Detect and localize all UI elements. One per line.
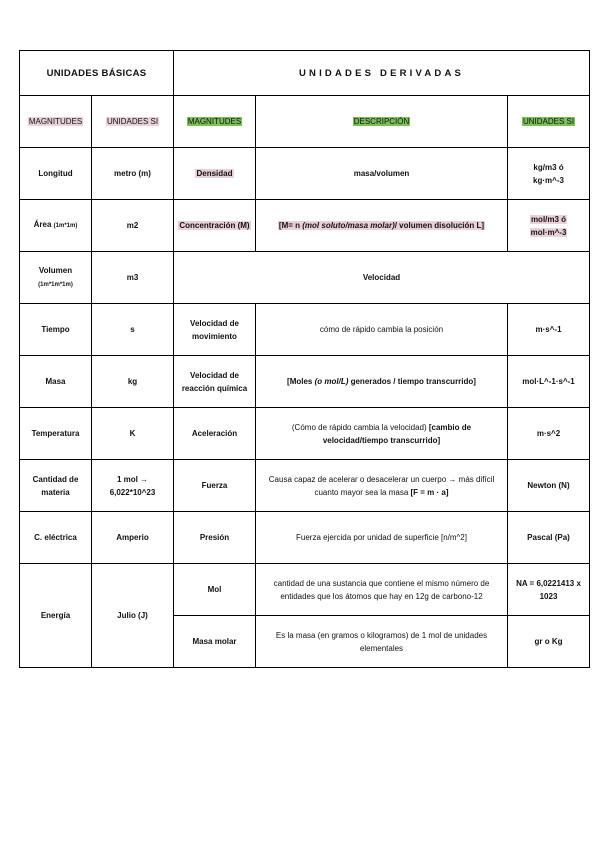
derived-magnitude: Densidad (174, 148, 256, 200)
derived-unit: gr o Kg (508, 616, 590, 668)
units-table-sheet (19, 50, 589, 668)
basic-unit: m3 (92, 252, 174, 304)
col-header-magnitudes-basic: MAGNITUDES (20, 96, 92, 148)
table-row (20, 356, 590, 408)
derived-magnitude: Presión (174, 512, 256, 564)
basic-magnitude: Cantidad de materia (20, 460, 92, 512)
derived-unit: m·s^2 (508, 408, 590, 460)
derived-magnitude: Mol (174, 564, 256, 616)
basic-unit: metro (m) (92, 148, 174, 200)
derived-description: masa/volumen (256, 148, 508, 200)
basic-magnitude: Área (1m*1m) (20, 200, 92, 252)
derived-unit: NA = 6,0221413 x 1023 (508, 564, 590, 616)
table-row (20, 304, 590, 356)
derived-magnitude: Concentración (M) (174, 200, 256, 252)
table-row (20, 408, 590, 460)
derived-magnitude: Aceleración (174, 408, 256, 460)
table-row (20, 564, 590, 616)
derived-unit: Newton (N) (508, 460, 590, 512)
derived-description: cantidad de una sustancia que contiene el mismo número de entidades que los átomos que hay en 12g de carbono-12 (256, 564, 508, 616)
table-row (20, 460, 590, 512)
derived-unit: m·s^-1 (508, 304, 590, 356)
table-row (20, 252, 590, 304)
basic-magnitude: Tiempo (20, 304, 92, 356)
derived-description: Es la masa (en gramos o kilogramos) de 1 mol de unidades elementales (256, 616, 508, 668)
derived-description: [M= n (mol soluto/masa molar)/ volumen disolución L] (256, 200, 508, 252)
velocity-section-header: Velocidad (174, 252, 590, 304)
derived-description: [Moles (o mol/L) generados / tiempo transcurrido] (256, 356, 508, 408)
derived-unit: kg/m3 ó kg·m^-3 (508, 148, 590, 200)
derived-units-header: UNIDADES DERIVADAS (174, 51, 590, 96)
col-header-units-si-basic: UNIDADES SI (92, 96, 174, 148)
basic-unit: m2 (92, 200, 174, 252)
table-row (20, 512, 590, 564)
derived-description: (Cómo de rápido cambia la velocidad) [cambio de velocidad/tiempo transcurrido] (256, 408, 508, 460)
basic-unit: K (92, 408, 174, 460)
derived-unit: mol/m3 ó mol·m^-3 (508, 200, 590, 252)
basic-unit: 1 mol → 6,022*10^23 (92, 460, 174, 512)
basic-unit: kg (92, 356, 174, 408)
basic-magnitude: Masa (20, 356, 92, 408)
basic-magnitude: Temperatura (20, 408, 92, 460)
derived-magnitude: Velocidad de reacción química (174, 356, 256, 408)
basic-unit: Julio (J) (92, 564, 174, 668)
basic-magnitude: Longitud (20, 148, 92, 200)
derived-unit: Pascal (Pa) (508, 512, 590, 564)
units-table (19, 50, 590, 668)
derived-magnitude: Velocidad de movimiento (174, 304, 256, 356)
derived-magnitude: Masa molar (174, 616, 256, 668)
table-row (20, 148, 590, 200)
basic-magnitude: C. eléctrica (20, 512, 92, 564)
derived-description: Causa capaz de acelerar o desacelerar un cuerpo → más difícil cuanto mayor sea la masa [F = m · a] (256, 460, 508, 512)
derived-magnitude: Fuerza (174, 460, 256, 512)
basic-magnitude: Volumen (1m*1m*1m) (20, 252, 92, 304)
derived-description: Fuerza ejercida por unidad de superficie [n/m^2] (256, 512, 508, 564)
basic-unit: Amperio (92, 512, 174, 564)
col-header-magnitudes-derived: MAGNITUDES (174, 96, 256, 148)
basic-unit: s (92, 304, 174, 356)
col-header-description: DESCRIPCIÓN (256, 96, 508, 148)
table-row (20, 200, 590, 252)
basic-units-header: UNIDADES BÁSICAS (20, 51, 174, 96)
basic-magnitude: Energía (20, 564, 92, 668)
derived-unit: mol·L^-1·s^-1 (508, 356, 590, 408)
col-header-units-si-derived: UNIDADES SI (508, 96, 590, 148)
derived-description: cómo de rápido cambia la posición (256, 304, 508, 356)
